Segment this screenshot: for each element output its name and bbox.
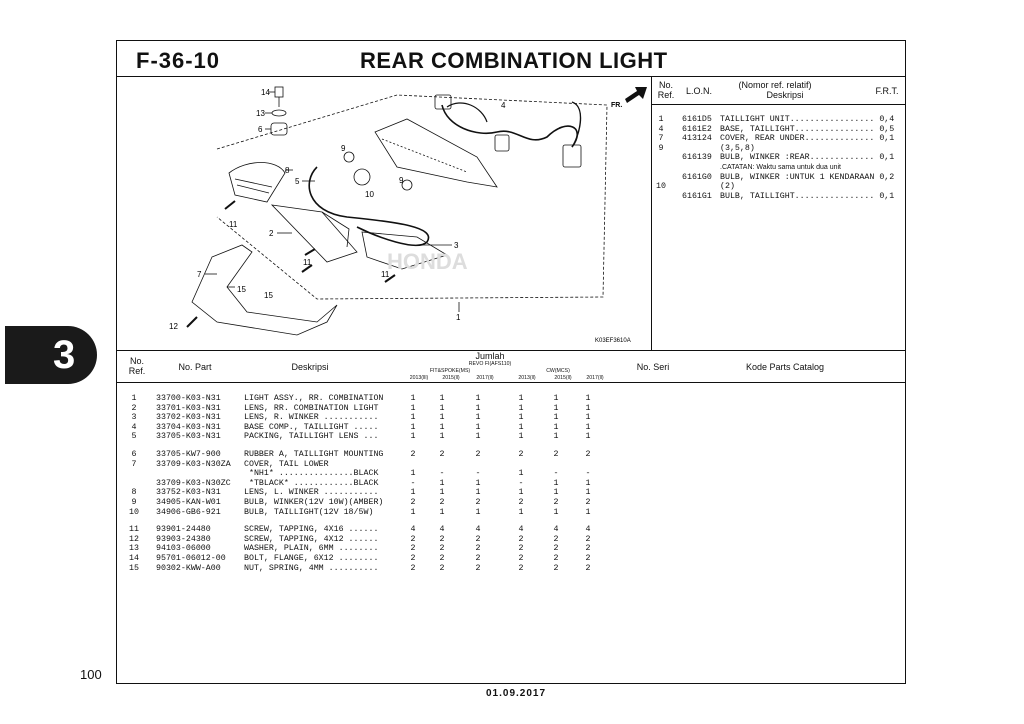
row-description: SCREW, TAPPING, 4X12 ...... xyxy=(244,534,379,544)
year-header: 2017(ll) xyxy=(586,375,604,381)
row-qty: 2 xyxy=(439,498,445,507)
callout-9a: 9 xyxy=(341,144,346,153)
callout-2: 2 xyxy=(269,229,274,238)
row-description: LENS, L. WINKER ........... xyxy=(244,488,379,498)
row-description: LENS, R. WINKER ........... xyxy=(244,413,379,423)
row-part-no: 93901-24480 xyxy=(156,525,211,535)
row-part-no: 94103-06000 xyxy=(156,544,211,554)
callout-15a: 15 xyxy=(237,285,246,294)
ref-desc-header: Deskripsi xyxy=(766,90,804,100)
row-qty: 2 xyxy=(585,554,591,563)
row-qty: 1 xyxy=(475,488,481,498)
row-qty: 1 xyxy=(410,422,416,432)
ref-line xyxy=(654,144,904,154)
row-ref-no: 12 xyxy=(129,534,139,544)
row-description: *NH1* ...............BLACK xyxy=(244,469,379,479)
row-qty: 2 xyxy=(585,544,591,554)
ref-line-text: BULB, WINKER :REAR............. 0,1 xyxy=(720,153,895,163)
row-part-no: 33709-K03-N30ZC xyxy=(156,478,231,488)
row-qty: 1 xyxy=(585,394,591,403)
row-qty: 2 xyxy=(439,450,445,459)
year-header: 2015(ll) xyxy=(554,375,572,381)
row-description: COVER, TAIL LOWER xyxy=(244,459,329,469)
ref-desc-top-header: (Nomor ref. relatif) xyxy=(738,80,812,90)
row-qty: 1 xyxy=(553,507,559,517)
callout-11c: 11 xyxy=(381,270,390,279)
parts-revo-header: REVO FI(AFS110) xyxy=(468,361,512,367)
row-ref-no: 9 xyxy=(131,498,137,507)
ref-line-no: 4 xyxy=(658,124,664,134)
table-row xyxy=(0,460,1024,470)
ref-line-text: BASE, TAILLIGHT................ 0,5 xyxy=(720,124,895,134)
section-tab xyxy=(5,326,97,384)
row-part-no: 34905-KAN-W01 xyxy=(156,498,221,507)
parts-desc-header: Deskripsi xyxy=(291,362,329,372)
ref-line-lon: 413124 xyxy=(682,134,712,144)
row-qty: 1 xyxy=(439,422,445,432)
year-header: 2017(ll) xyxy=(476,375,494,381)
row-qty: 1 xyxy=(518,413,524,423)
table-row xyxy=(0,432,1024,442)
row-ref-no: 6 xyxy=(131,450,137,459)
row-ref-no: 4 xyxy=(131,422,137,432)
row-part-no: 33709-K03-N30ZA xyxy=(156,459,231,469)
callout-12: 12 xyxy=(169,322,178,331)
row-qty: 2 xyxy=(475,498,481,507)
row-qty: 2 xyxy=(518,498,524,507)
row-qty: 1 xyxy=(475,422,481,432)
ref-line-text: BULB, WINKER :UNTUK 1 KENDARAAN 0,2 xyxy=(720,172,895,182)
row-qty: 1 xyxy=(475,413,481,423)
ref-line-lon: 6161G0 xyxy=(682,172,712,182)
row-qty: 4 xyxy=(439,525,445,535)
callout-13: 13 xyxy=(256,109,265,118)
ref-line-text: COVER, REAR UNDER.............. 0,1 xyxy=(720,134,895,144)
table-row xyxy=(0,423,1024,433)
callout-10: 10 xyxy=(365,190,374,199)
row-qty: 1 xyxy=(553,394,559,403)
callout-3: 3 xyxy=(454,241,459,250)
year-header: 2013(ll) xyxy=(518,375,536,381)
row-description: RUBBER A, TAILLIGHT MOUNTING xyxy=(244,450,384,459)
row-ref-no: 11 xyxy=(129,525,139,535)
row-ref-no: 13 xyxy=(129,544,139,554)
row-qty: 1 xyxy=(410,394,416,403)
row-qty: 1 xyxy=(518,488,524,498)
table-row xyxy=(0,394,1024,404)
figure-code: K03EF3610A xyxy=(595,338,631,344)
row-ref-no: 8 xyxy=(131,488,137,498)
ref-line-lon: 616139 xyxy=(682,153,712,163)
page-title: REAR COMBINATION LIGHT xyxy=(360,48,668,73)
callout-7: 7 xyxy=(197,270,202,279)
row-description: LENS, RR. COMBINATION LIGHT xyxy=(244,403,379,413)
row-qty: - xyxy=(518,478,524,488)
row-qty: 2 xyxy=(585,534,591,544)
row-description: WASHER, PLAIN, 6MM ........ xyxy=(244,544,379,554)
row-qty: 2 xyxy=(410,554,416,563)
row-qty: 1 xyxy=(439,432,445,442)
row-ref-no: 14 xyxy=(129,554,139,563)
ref-line-no: 7 xyxy=(658,134,664,144)
ref-line-lon: 6161D5 xyxy=(682,115,712,124)
table-row xyxy=(0,564,1024,574)
parts-no-part-header: No. Part xyxy=(178,362,212,372)
row-qty: 1 xyxy=(410,413,416,423)
ref-line-lon: 6161E2 xyxy=(682,124,712,134)
table-row xyxy=(0,498,1024,508)
row-description: NUT, SPRING, 4MM .......... xyxy=(244,563,379,573)
table-row xyxy=(0,404,1024,414)
row-qty: 1 xyxy=(439,488,445,498)
row-qty: 2 xyxy=(518,534,524,544)
row-qty: 2 xyxy=(410,450,416,459)
ref-line-no: 9 xyxy=(658,143,664,153)
row-qty: 1 xyxy=(518,422,524,432)
row-description: PACKING, TAILLIGHT LENS ... xyxy=(244,432,379,442)
row-qty: 1 xyxy=(410,403,416,413)
table-row xyxy=(0,554,1024,564)
year-header: 2015(ll) xyxy=(442,375,460,381)
ref-line-text: .CATATAN: Waktu sama untuk dua unit xyxy=(720,163,841,171)
exploded-diagram xyxy=(117,77,650,349)
row-qty: - xyxy=(585,469,591,479)
row-qty: 1 xyxy=(439,413,445,423)
row-qty: 1 xyxy=(410,488,416,498)
row-ref-no: 7 xyxy=(131,459,137,469)
ref-line xyxy=(654,182,904,192)
row-part-no: 33705-K03-N31 xyxy=(156,432,221,442)
row-qty: 1 xyxy=(439,507,445,517)
row-ref-no: 3 xyxy=(131,413,137,423)
row-qty: 2 xyxy=(553,554,559,563)
revision-date: 01.09.2017 xyxy=(486,688,547,699)
row-description: BASE COMP., TAILLIGHT ..... xyxy=(244,422,379,432)
row-qty: 2 xyxy=(518,450,524,459)
ref-frt-header: F.R.T. xyxy=(875,86,899,96)
row-description: BULB, WINKER(12V 10W)(AMBER) xyxy=(244,498,384,507)
row-part-no: 33704-K03-N31 xyxy=(156,422,221,432)
row-qty: 1 xyxy=(553,413,559,423)
callout-5: 5 xyxy=(295,177,300,186)
row-qty: 1 xyxy=(585,422,591,432)
row-qty: 1 xyxy=(553,432,559,442)
page-code: F-36-10 xyxy=(136,48,221,73)
row-qty: 2 xyxy=(475,534,481,544)
row-description: *TBLACK* ............BLACK xyxy=(244,478,379,488)
row-part-no: 95701-06012-00 xyxy=(156,554,226,563)
row-qty: 1 xyxy=(553,422,559,432)
row-qty: 2 xyxy=(518,554,524,563)
row-qty: 2 xyxy=(475,544,481,554)
callout-8: 8 xyxy=(285,166,290,175)
row-ref-no: 1 xyxy=(131,394,137,403)
row-qty: 1 xyxy=(410,469,416,479)
diagram-divider xyxy=(651,76,652,350)
page-number: 100 xyxy=(80,667,102,682)
callout-6: 6 xyxy=(258,125,263,134)
ref-line-text: (3,5,8) xyxy=(720,143,755,153)
row-qty: 1 xyxy=(475,394,481,403)
row-part-no: 93903-24380 xyxy=(156,534,211,544)
row-description: SCREW, TAPPING, 4X16 ...... xyxy=(244,525,379,535)
table-row xyxy=(0,508,1024,518)
row-qty: 1 xyxy=(585,478,591,488)
row-qty: 2 xyxy=(553,544,559,554)
row-qty: 2 xyxy=(410,544,416,554)
direction-label: FR. xyxy=(611,102,623,109)
callout-11a: 11 xyxy=(229,220,238,229)
callout-9b: 9 xyxy=(399,176,404,185)
row-qty: 2 xyxy=(553,563,559,573)
row-qty: 2 xyxy=(553,498,559,507)
row-qty: 2 xyxy=(410,498,416,507)
row-qty: 2 xyxy=(410,563,416,573)
table-row xyxy=(0,479,1024,489)
row-qty: 1 xyxy=(553,403,559,413)
table-row xyxy=(0,413,1024,423)
callout-14: 14 xyxy=(261,88,270,97)
ref-line-text: (2) xyxy=(720,182,735,192)
row-qty: 4 xyxy=(475,525,481,535)
row-qty: 2 xyxy=(475,563,481,573)
row-qty: 2 xyxy=(585,498,591,507)
row-qty: 1 xyxy=(585,507,591,517)
ref-header-line xyxy=(652,104,906,105)
row-qty: 1 xyxy=(585,403,591,413)
callout-4: 4 xyxy=(501,101,506,110)
row-part-no: 33752-K03-N31 xyxy=(156,488,221,498)
row-qty: 4 xyxy=(585,525,591,535)
ref-line xyxy=(654,192,904,202)
ref-line xyxy=(654,115,904,125)
table-row xyxy=(0,469,1024,479)
row-qty: 1 xyxy=(439,478,445,488)
row-part-no: 33702-K03-N31 xyxy=(156,413,221,423)
row-qty: 1 xyxy=(475,432,481,442)
row-qty: 2 xyxy=(518,544,524,554)
ref-line xyxy=(654,173,904,183)
row-qty: 1 xyxy=(410,432,416,442)
row-qty: 2 xyxy=(553,450,559,459)
parts-group1-header: FIT&SPOKE(MS) xyxy=(429,368,471,374)
row-qty: 2 xyxy=(439,563,445,573)
row-qty: 4 xyxy=(553,525,559,535)
row-qty: 1 xyxy=(553,478,559,488)
row-qty: 2 xyxy=(475,554,481,563)
row-qty: 4 xyxy=(410,525,416,535)
row-qty: 1 xyxy=(475,403,481,413)
ref-line xyxy=(654,153,904,163)
row-qty: 1 xyxy=(410,507,416,517)
row-qty: 1 xyxy=(585,413,591,423)
ref-line-no: 1 xyxy=(658,115,664,124)
ref-no-header: No. Ref. xyxy=(657,80,675,100)
ref-line xyxy=(654,163,904,173)
row-qty: 1 xyxy=(518,432,524,442)
row-description: BOLT, FLANGE, 6X12 ........ xyxy=(244,554,379,563)
ref-line-lon: 6161G1 xyxy=(682,191,712,201)
callout-11b: 11 xyxy=(303,258,312,267)
row-qty: 2 xyxy=(518,563,524,573)
row-qty: - xyxy=(553,469,559,479)
row-qty: 2 xyxy=(439,534,445,544)
ref-line-text: TAILLIGHT UNIT................. 0,4 xyxy=(720,115,895,124)
row-qty: 2 xyxy=(475,450,481,459)
row-qty: - xyxy=(475,469,481,479)
row-qty: 1 xyxy=(518,394,524,403)
row-ref-no: 5 xyxy=(131,432,137,442)
table-row xyxy=(0,535,1024,545)
row-qty: 2 xyxy=(439,554,445,563)
row-qty: 1 xyxy=(553,488,559,498)
row-description: BULB, TAILLIGHT(12V 18/5W) xyxy=(244,507,374,517)
row-qty: 1 xyxy=(518,469,524,479)
ref-line xyxy=(654,125,904,135)
row-qty: 1 xyxy=(475,507,481,517)
row-qty: 1 xyxy=(518,507,524,517)
row-qty: 1 xyxy=(585,488,591,498)
row-ref-no: 2 xyxy=(131,403,137,413)
row-part-no: 34906-GB6-921 xyxy=(156,507,221,517)
ref-line-text: BULB, TAILLIGHT................ 0,1 xyxy=(720,191,895,201)
row-ref-no: 10 xyxy=(129,507,139,517)
row-qty: 1 xyxy=(585,432,591,442)
ref-list xyxy=(654,115,904,201)
parts-no-seri-header: No. Seri xyxy=(636,362,670,372)
row-qty: 2 xyxy=(585,563,591,573)
ref-lon-header: L.O.N. xyxy=(685,86,712,96)
ref-line xyxy=(654,134,904,144)
row-part-no: 90302-KWW-A00 xyxy=(156,563,221,573)
parts-no-ref-header: No. Ref. xyxy=(128,356,146,376)
front-arrow-icon xyxy=(625,87,647,103)
row-ref-no: 15 xyxy=(129,563,139,573)
table-row xyxy=(0,525,1024,535)
table-row xyxy=(0,544,1024,554)
callout-15b: 15 xyxy=(264,291,273,300)
row-part-no: 33705-KW7-900 xyxy=(156,450,221,459)
table-row xyxy=(0,488,1024,498)
row-qty: 1 xyxy=(439,394,445,403)
row-description: LIGHT ASSY., RR. COMBINATION xyxy=(244,394,384,403)
row-qty: 2 xyxy=(553,534,559,544)
row-qty: 4 xyxy=(518,525,524,535)
row-part-no: 33701-K03-N31 xyxy=(156,403,221,413)
callout-1: 1 xyxy=(456,313,461,322)
ref-line-no: 10 xyxy=(656,182,666,192)
row-qty: 1 xyxy=(518,403,524,413)
row-qty: - xyxy=(410,478,416,488)
section-number: 3 xyxy=(53,333,76,377)
parts-group2-header: CW(MCS) xyxy=(546,368,570,374)
parts-kode-header: Kode Parts Catalog xyxy=(745,362,825,372)
row-qty: 2 xyxy=(439,544,445,554)
parts-header-line xyxy=(116,382,906,383)
row-qty: - xyxy=(439,469,445,479)
row-qty: 2 xyxy=(585,450,591,459)
parts-jumlah-header: Jumlah xyxy=(475,351,505,361)
year-header: 2013(lll) xyxy=(409,375,429,381)
row-qty: 2 xyxy=(410,534,416,544)
table-row xyxy=(0,450,1024,460)
row-part-no: 33700-K03-N31 xyxy=(156,394,221,403)
row-qty: 1 xyxy=(439,403,445,413)
brand-watermark: HONDA xyxy=(387,249,468,274)
row-qty: 1 xyxy=(475,478,481,488)
